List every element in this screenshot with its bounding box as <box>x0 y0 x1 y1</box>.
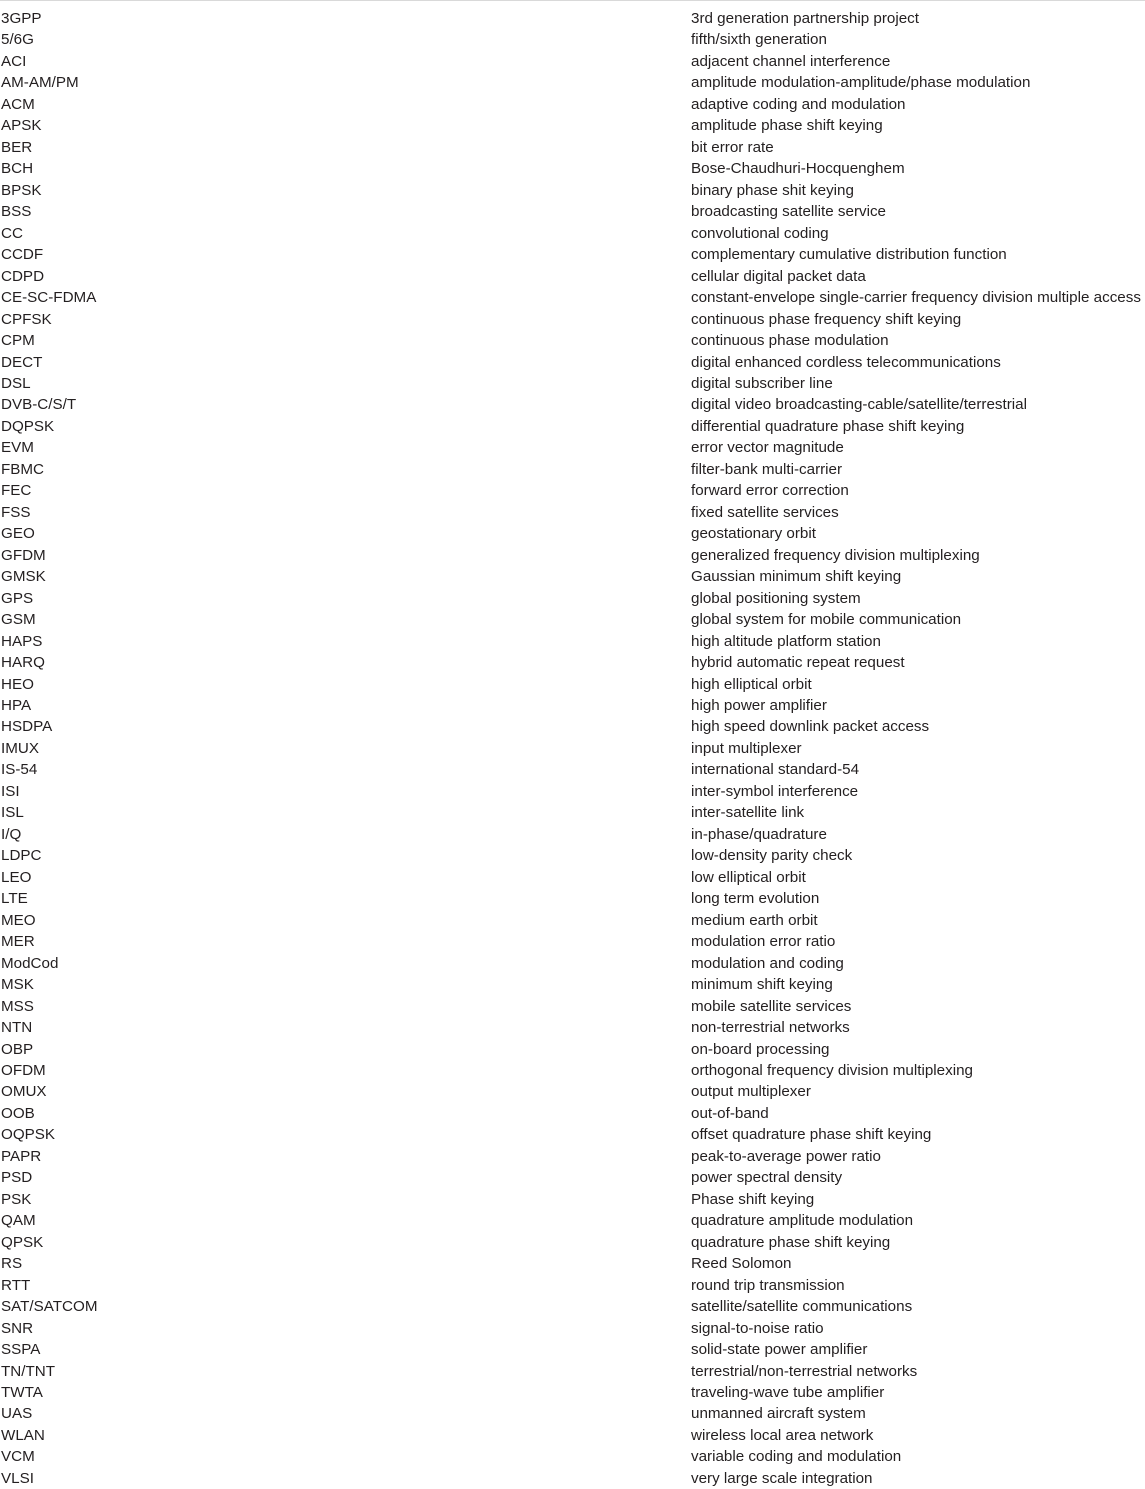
abbreviation-term: GMSK <box>1 568 46 586</box>
abbreviation-definition: quadrature phase shift keying <box>691 1233 891 1251</box>
abbreviation-row <box>0 1446 1145 1467</box>
abbreviation-term: ISI <box>1 782 20 800</box>
abbreviation-row <box>0 910 1145 931</box>
abbreviation-definition: 3rd generation partnership project <box>691 10 919 27</box>
abbreviation-term: FEC <box>1 482 32 500</box>
abbreviation-definition: output multiplexer <box>691 1083 811 1101</box>
abbreviation-row <box>0 1275 1145 1296</box>
abbreviation-term: CPFSK <box>1 310 52 328</box>
abbreviation-term: ACM <box>1 95 35 113</box>
abbreviation-term: IS-54 <box>1 761 38 779</box>
abbreviation-definition: digital video broadcasting-cable/satellite/terrestrial <box>691 396 1027 414</box>
abbreviation-row <box>0 137 1145 158</box>
abbreviation-definition: high power amplifier <box>691 697 827 714</box>
abbreviation-definition: mobile satellite services <box>691 997 852 1015</box>
abbreviation-term: FBMC <box>1 460 45 478</box>
abbreviation-definition: amplitude modulation-amplitude/phase modulation <box>691 74 1031 92</box>
abbreviation-term: FSS <box>1 503 31 521</box>
abbreviation-term: CC <box>1 224 23 242</box>
abbreviation-term: DQPSK <box>1 417 55 435</box>
abbreviation-row <box>0 781 1145 802</box>
abbreviation-term: PSK <box>1 1190 32 1208</box>
abbreviation-term: AM-AM/PM <box>1 74 79 92</box>
abbreviation-definition: filter-bank multi-carrier <box>691 460 843 478</box>
top-divider <box>0 0 1145 1</box>
abbreviation-row <box>0 1081 1145 1102</box>
abbreviation-row <box>0 1124 1145 1145</box>
abbreviation-definition: quadrature amplitude modulation <box>691 1212 914 1230</box>
abbreviation-definition: adjacent channel interference <box>691 52 891 70</box>
abbreviation-term: HSDPA <box>1 718 53 736</box>
abbreviation-term: MER <box>1 933 35 951</box>
abbreviation-definition: satellite/satellite communications <box>691 1298 913 1316</box>
abbreviation-row <box>0 802 1145 823</box>
abbreviation-row <box>0 394 1145 415</box>
abbreviation-definition: signal-to-noise ratio <box>691 1319 824 1337</box>
abbreviation-row <box>0 373 1145 394</box>
abbreviation-definition: digital enhanced cordless telecommunications <box>691 353 1001 371</box>
abbreviation-definition: unmanned aircraft system <box>691 1405 866 1423</box>
abbreviation-definition: out-of-band <box>691 1104 769 1122</box>
abbreviation-row <box>0 888 1145 909</box>
abbreviation-definition: wireless local area network <box>691 1426 874 1444</box>
abbreviation-definition: generalized frequency division multiplexing <box>691 546 980 564</box>
abbreviation-definition: international standard-54 <box>691 761 860 779</box>
abbreviation-row <box>0 867 1145 888</box>
abbreviation-term: ACI <box>1 52 27 70</box>
abbreviation-row <box>0 416 1145 437</box>
abbreviation-row <box>0 1167 1145 1188</box>
abbreviation-row <box>0 352 1145 373</box>
abbreviation-definition: modulation error ratio <box>691 933 836 951</box>
abbreviation-term: CCDF <box>1 246 44 264</box>
abbreviation-row <box>0 1210 1145 1231</box>
abbreviation-definition: convolutional coding <box>691 224 829 242</box>
abbreviation-term: RS <box>1 1255 23 1273</box>
abbreviation-row <box>0 8 1145 29</box>
abbreviation-definition: broadcasting satellite service <box>691 203 887 221</box>
abbreviation-definition: amplitude phase shift keying <box>691 117 883 135</box>
abbreviation-row <box>0 588 1145 609</box>
abbreviation-term: BCH <box>1 160 34 178</box>
abbreviation-row <box>0 1232 1145 1253</box>
abbreviation-row <box>0 716 1145 737</box>
abbreviation-term: CPM <box>1 332 35 350</box>
abbreviation-row <box>0 609 1145 630</box>
abbreviation-row <box>0 1425 1145 1446</box>
abbreviation-row <box>0 29 1145 50</box>
abbreviation-definition: long term evolution <box>691 890 820 908</box>
abbreviation-term: SAT/SATCOM <box>1 1298 98 1316</box>
abbreviation-term: DVB-C/S/T <box>1 396 77 414</box>
abbreviation-term: APSK <box>1 117 42 135</box>
abbreviation-row <box>0 1403 1145 1424</box>
abbreviation-definition: high speed downlink packet access <box>691 718 930 736</box>
abbreviation-definition: terrestrial/non-terrestrial networks <box>691 1362 918 1380</box>
abbreviation-row <box>0 1060 1145 1081</box>
abbreviation-term: MEO <box>1 911 36 929</box>
abbreviation-term: WLAN <box>1 1426 45 1444</box>
abbreviation-definition: Reed Solomon <box>691 1255 792 1273</box>
abbreviation-term: GSM <box>1 611 36 629</box>
abbreviation-definition: offset quadrature phase shift keying <box>691 1126 932 1144</box>
abbreviation-row <box>0 1382 1145 1403</box>
abbreviation-row <box>0 502 1145 523</box>
abbreviation-term: SNR <box>1 1319 34 1337</box>
abbreviation-row <box>0 931 1145 952</box>
abbreviation-definition: high altitude platform station <box>691 632 881 650</box>
abbreviation-row <box>0 180 1145 201</box>
abbreviation-definition: error vector magnitude <box>691 439 844 457</box>
abbreviation-row <box>0 1146 1145 1167</box>
abbreviation-definition: low elliptical orbit <box>691 868 806 886</box>
abbreviation-row <box>0 1017 1145 1038</box>
abbreviation-row <box>0 309 1145 330</box>
abbreviation-definition: traveling-wave tube amplifier <box>691 1384 885 1401</box>
abbreviation-row <box>0 631 1145 652</box>
abbreviation-term: CDPD <box>1 267 45 285</box>
abbreviation-definition: global system for mobile communication <box>691 611 962 629</box>
abbreviation-definition: variable coding and modulation <box>691 1448 902 1466</box>
abbreviation-term: HAPS <box>1 632 43 650</box>
abbreviation-term: HARQ <box>1 654 45 672</box>
abbreviation-term: HEO <box>1 675 34 693</box>
abbreviation-definition: global positioning system <box>691 589 861 607</box>
abbreviation-term: OBP <box>1 1040 34 1058</box>
abbreviation-term: BPSK <box>1 181 42 199</box>
abbreviation-row <box>0 244 1145 265</box>
abbreviation-definition: peak-to-average power ratio <box>691 1147 881 1165</box>
abbreviation-row <box>0 330 1145 351</box>
abbreviation-term: LTE <box>1 890 28 908</box>
abbreviation-term: TWTA <box>1 1384 43 1401</box>
abbreviation-definition: digital subscriber line <box>691 374 833 392</box>
abbreviation-definition: hybrid automatic repeat request <box>691 654 905 672</box>
abbreviation-definition: binary phase shit keying <box>691 181 854 199</box>
abbreviation-row <box>0 566 1145 587</box>
abbreviation-definition: inter-symbol interference <box>691 782 859 800</box>
abbreviation-row <box>0 266 1145 287</box>
abbreviation-definition: fixed satellite services <box>691 503 839 521</box>
abbreviation-term: BER <box>1 138 33 156</box>
abbreviation-term: QAM <box>1 1212 36 1230</box>
abbreviation-row <box>0 51 1145 72</box>
abbreviation-definition: forward error correction <box>691 482 849 500</box>
abbreviation-term: OMUX <box>1 1083 47 1101</box>
abbreviation-definition: round trip transmission <box>691 1276 845 1294</box>
abbreviation-definition: minimum shift keying <box>691 976 833 994</box>
abbreviation-term: IMUX <box>1 739 39 757</box>
abbreviation-term: OOB <box>1 1104 35 1122</box>
abbreviation-term: ModCod <box>1 954 59 972</box>
abbreviation-definition: inter-satellite link <box>691 804 805 822</box>
abbreviation-row <box>0 996 1145 1017</box>
abbreviation-term: ISL <box>1 804 24 822</box>
abbreviation-definition: high elliptical orbit <box>691 675 812 693</box>
abbreviation-term: DECT <box>1 353 43 371</box>
abbreviation-row <box>0 1253 1145 1274</box>
abbreviation-definition: constant-envelope single-carrier frequency division multiple access <box>691 289 1141 307</box>
abbreviation-row <box>0 652 1145 673</box>
abbreviation-definition: cellular digital packet data <box>691 267 866 285</box>
abbreviation-row <box>0 545 1145 566</box>
abbreviation-definition: modulation and coding <box>691 954 844 972</box>
abbreviation-term: GFDM <box>1 546 46 564</box>
abbreviation-term: GEO <box>1 525 35 543</box>
abbreviation-row <box>0 759 1145 780</box>
abbreviation-definition: bit error rate <box>691 138 774 156</box>
abbreviation-definition: orthogonal frequency division multiplexing <box>691 1061 973 1079</box>
abbreviation-term: PAPR <box>1 1147 42 1165</box>
abbreviation-row <box>0 845 1145 866</box>
abbreviation-term: UAS <box>1 1405 33 1423</box>
abbreviation-definition: very large scale integration <box>691 1469 873 1487</box>
abbreviation-row <box>0 158 1145 179</box>
abbreviation-row <box>0 695 1145 716</box>
abbreviation-term: NTN <box>1 1019 33 1037</box>
abbreviation-definition: on-board processing <box>691 1040 830 1058</box>
abbreviation-definition: solid-state power amplifier <box>691 1341 868 1359</box>
abbreviation-term: BSS <box>1 203 32 221</box>
abbreviation-term: VLSI <box>1 1469 34 1487</box>
abbreviation-term: MSS <box>1 997 34 1015</box>
abbreviation-term: LEO <box>1 868 32 886</box>
abbreviation-definition: Bose-Chaudhuri-Hocquenghem <box>691 160 905 178</box>
abbreviation-row <box>0 287 1145 308</box>
abbreviation-row <box>0 738 1145 759</box>
abbreviation-definition: continuous phase frequency shift keying <box>691 310 962 328</box>
abbreviation-term: 3GPP <box>1 10 42 27</box>
abbreviation-definition: differential quadrature phase shift keying <box>691 417 965 435</box>
abbreviation-term: TN/TNT <box>1 1362 55 1380</box>
abbreviation-term: CE-SC-FDMA <box>1 289 97 307</box>
abbreviation-definition: continuous phase modulation <box>691 332 889 350</box>
abbreviation-row <box>0 437 1145 458</box>
abbreviation-definition: medium earth orbit <box>691 911 818 929</box>
abbreviation-row <box>0 72 1145 93</box>
abbreviation-row <box>0 674 1145 695</box>
abbreviation-row <box>0 1103 1145 1124</box>
abbreviation-row <box>0 1361 1145 1382</box>
abbreviation-definition: geostationary orbit <box>691 525 816 543</box>
abbreviation-row <box>0 953 1145 974</box>
abbreviation-row <box>0 1039 1145 1060</box>
abbreviation-row <box>0 824 1145 845</box>
abbreviation-term: SSPA <box>1 1341 41 1359</box>
abbreviation-term: HPA <box>1 697 32 714</box>
abbreviation-term: QPSK <box>1 1233 44 1251</box>
abbreviation-definition: power spectral density <box>691 1169 843 1187</box>
abbreviation-term: OQPSK <box>1 1126 56 1144</box>
abbreviation-term: DSL <box>1 374 31 392</box>
abbreviation-definition: Phase shift keying <box>691 1190 815 1208</box>
abbreviation-row <box>0 115 1145 136</box>
abbreviation-row <box>0 480 1145 501</box>
abbreviation-term: EVM <box>1 439 34 457</box>
abbreviation-term: MSK <box>1 976 34 994</box>
abbreviation-definition: low-density parity check <box>691 847 853 865</box>
abbreviation-term: LDPC <box>1 847 42 865</box>
abbreviation-term: 5/6G <box>1 31 34 49</box>
abbreviation-row <box>0 201 1145 222</box>
abbreviation-row <box>0 459 1145 480</box>
abbreviation-term: RTT <box>1 1276 31 1294</box>
abbreviation-row <box>0 1296 1145 1317</box>
abbreviation-row <box>0 1468 1145 1489</box>
abbreviation-term: VCM <box>1 1448 35 1466</box>
abbreviation-term: GPS <box>1 589 34 607</box>
abbreviation-row <box>0 1339 1145 1360</box>
abbreviation-row <box>0 1189 1145 1210</box>
abbreviation-definition: in-phase/quadrature <box>691 825 827 843</box>
abbreviation-term: PSD <box>1 1169 33 1187</box>
abbreviation-row <box>0 1318 1145 1339</box>
abbreviation-row <box>0 523 1145 544</box>
abbreviation-definition: fifth/sixth generation <box>691 31 827 49</box>
abbreviation-row <box>0 974 1145 995</box>
abbreviation-definition: complementary cumulative distribution function <box>691 246 1007 264</box>
abbreviation-definition: Gaussian minimum shift keying <box>691 568 902 586</box>
abbreviation-term: OFDM <box>1 1061 46 1079</box>
abbreviation-definition: input multiplexer <box>691 739 802 757</box>
abbreviation-term: I/Q <box>1 825 22 843</box>
abbreviation-definition: non-terrestrial networks <box>691 1019 850 1037</box>
abbreviation-list <box>0 8 1145 1489</box>
abbreviation-row <box>0 223 1145 244</box>
abbreviation-definition: adaptive coding and modulation <box>691 95 906 113</box>
abbreviation-row <box>0 94 1145 115</box>
